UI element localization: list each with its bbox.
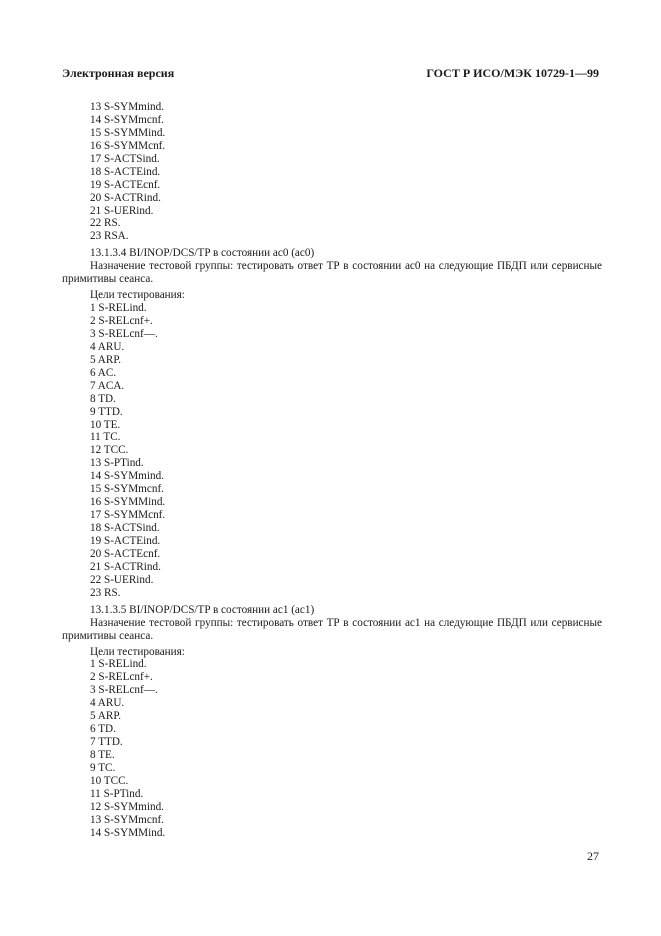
list-item: 4 ARU.	[90, 340, 125, 353]
page-header	[62, 66, 599, 82]
list-item: 10 TCC.	[90, 774, 129, 787]
list-item: 20 S-ACTEcnf.	[90, 547, 161, 560]
goals-label-ac1: Цели тестирования:	[90, 645, 185, 658]
list-item: 14 S-SYMmind.	[90, 470, 164, 483]
list-item: 23 RSA.	[90, 230, 129, 243]
list-item: 6 TD.	[90, 723, 116, 736]
list-item: 13 S-SYMmcnf.	[90, 813, 164, 826]
list-item: 23 RS.	[90, 586, 121, 599]
list-item: 4 ARU.	[90, 697, 125, 710]
list-item: 7 ACA.	[90, 379, 125, 392]
list-item: 17 S-ACTSind.	[90, 152, 160, 165]
list-item: 8 TD.	[90, 392, 116, 405]
list-item: 11 TC.	[90, 431, 121, 444]
list-item: 16 S-SYMMcnf.	[90, 139, 166, 152]
list-item: 18 S-ACTEind.	[90, 165, 161, 178]
list-item: 2 S-RELcnf+.	[90, 315, 153, 328]
list-item: 21 S-UERind.	[90, 204, 154, 217]
list-item: 19 S-ACTEind.	[90, 534, 161, 547]
list-item: 11 S-PTind.	[90, 787, 144, 800]
list-item: 2 S-RELcnf+.	[90, 671, 153, 684]
list-item: 22 S-UERind.	[90, 573, 154, 586]
section-purpose-ac1: Назначение тестовой группы: тестировать ответ ТР в состоянии ac1 на следующие ПБДП или сервисные примитивы сеанса.	[62, 616, 602, 642]
list-item: 6 AC.	[90, 366, 117, 379]
list-item: 21 S-ACTRind.	[90, 560, 161, 573]
page-content	[62, 101, 602, 840]
list-item: 9 TC.	[90, 761, 116, 774]
list-item: 20 S-ACTRind.	[90, 191, 161, 204]
list-item: 12 S-SYMmind.	[90, 800, 164, 813]
list-item: 1 S-RELind.	[90, 302, 147, 315]
list-item: 22 RS.	[90, 217, 121, 230]
list-item: 7 TTD.	[90, 736, 123, 749]
list-item: 17 S-SYMMcnf.	[90, 509, 166, 522]
list-item: 18 S-ACTSind.	[90, 522, 160, 535]
list-item: 1 S-RELind.	[90, 658, 147, 671]
list-item: 16 S-SYMMind.	[90, 496, 166, 509]
list-item: 9 TTD.	[90, 405, 123, 418]
list-item: 13 S-PTind.	[90, 457, 144, 470]
list-item: 15 S-SYMmcnf.	[90, 483, 164, 496]
test-list-ac1	[62, 658, 602, 839]
list-item: 3 S-RELcnf—.	[90, 684, 158, 697]
list-item: 13 S-SYMmind.	[90, 101, 164, 113]
list-item: 14 S-SYMMind.	[90, 826, 166, 839]
list-item: 3 S-RELcnf—.	[90, 327, 158, 340]
test-list-ac0	[62, 302, 602, 600]
list-item: 19 S-ACTEcnf.	[90, 178, 161, 191]
list-item: 5 ARP.	[90, 710, 122, 723]
continued-test-list	[62, 101, 602, 243]
header-edition-label: Электронная версия	[62, 66, 175, 80]
list-item: 14 S-SYMmcnf.	[90, 113, 164, 126]
list-item: 8 TE.	[90, 749, 115, 761]
section-heading-ac0: 13.1.3.4 BI/INOP/DCS/TP в состоянии ac0 (ac0)	[90, 247, 315, 260]
header-standard-number: ГОСТ Р ИСО/МЭК 10729-1—99	[426, 66, 599, 80]
list-item: 12 TCC.	[90, 444, 129, 457]
list-item: 5 ARP.	[90, 353, 122, 366]
list-item: 15 S-SYMMind.	[90, 126, 166, 139]
section-heading-ac1: 13.1.3.5 BI/INOP/DCS/TP в состоянии ac1 (ac1)	[90, 603, 315, 616]
section-purpose-ac0: Назначение тестовой группы: тестировать ответ ТР в состоянии ac0 на следующие ПБДП или сервисные примитивы сеанса.	[62, 260, 602, 286]
list-item: 10 TE.	[90, 418, 121, 431]
page-number: 27	[587, 849, 599, 863]
goals-label-ac0: Цели тестирования:	[90, 289, 185, 302]
